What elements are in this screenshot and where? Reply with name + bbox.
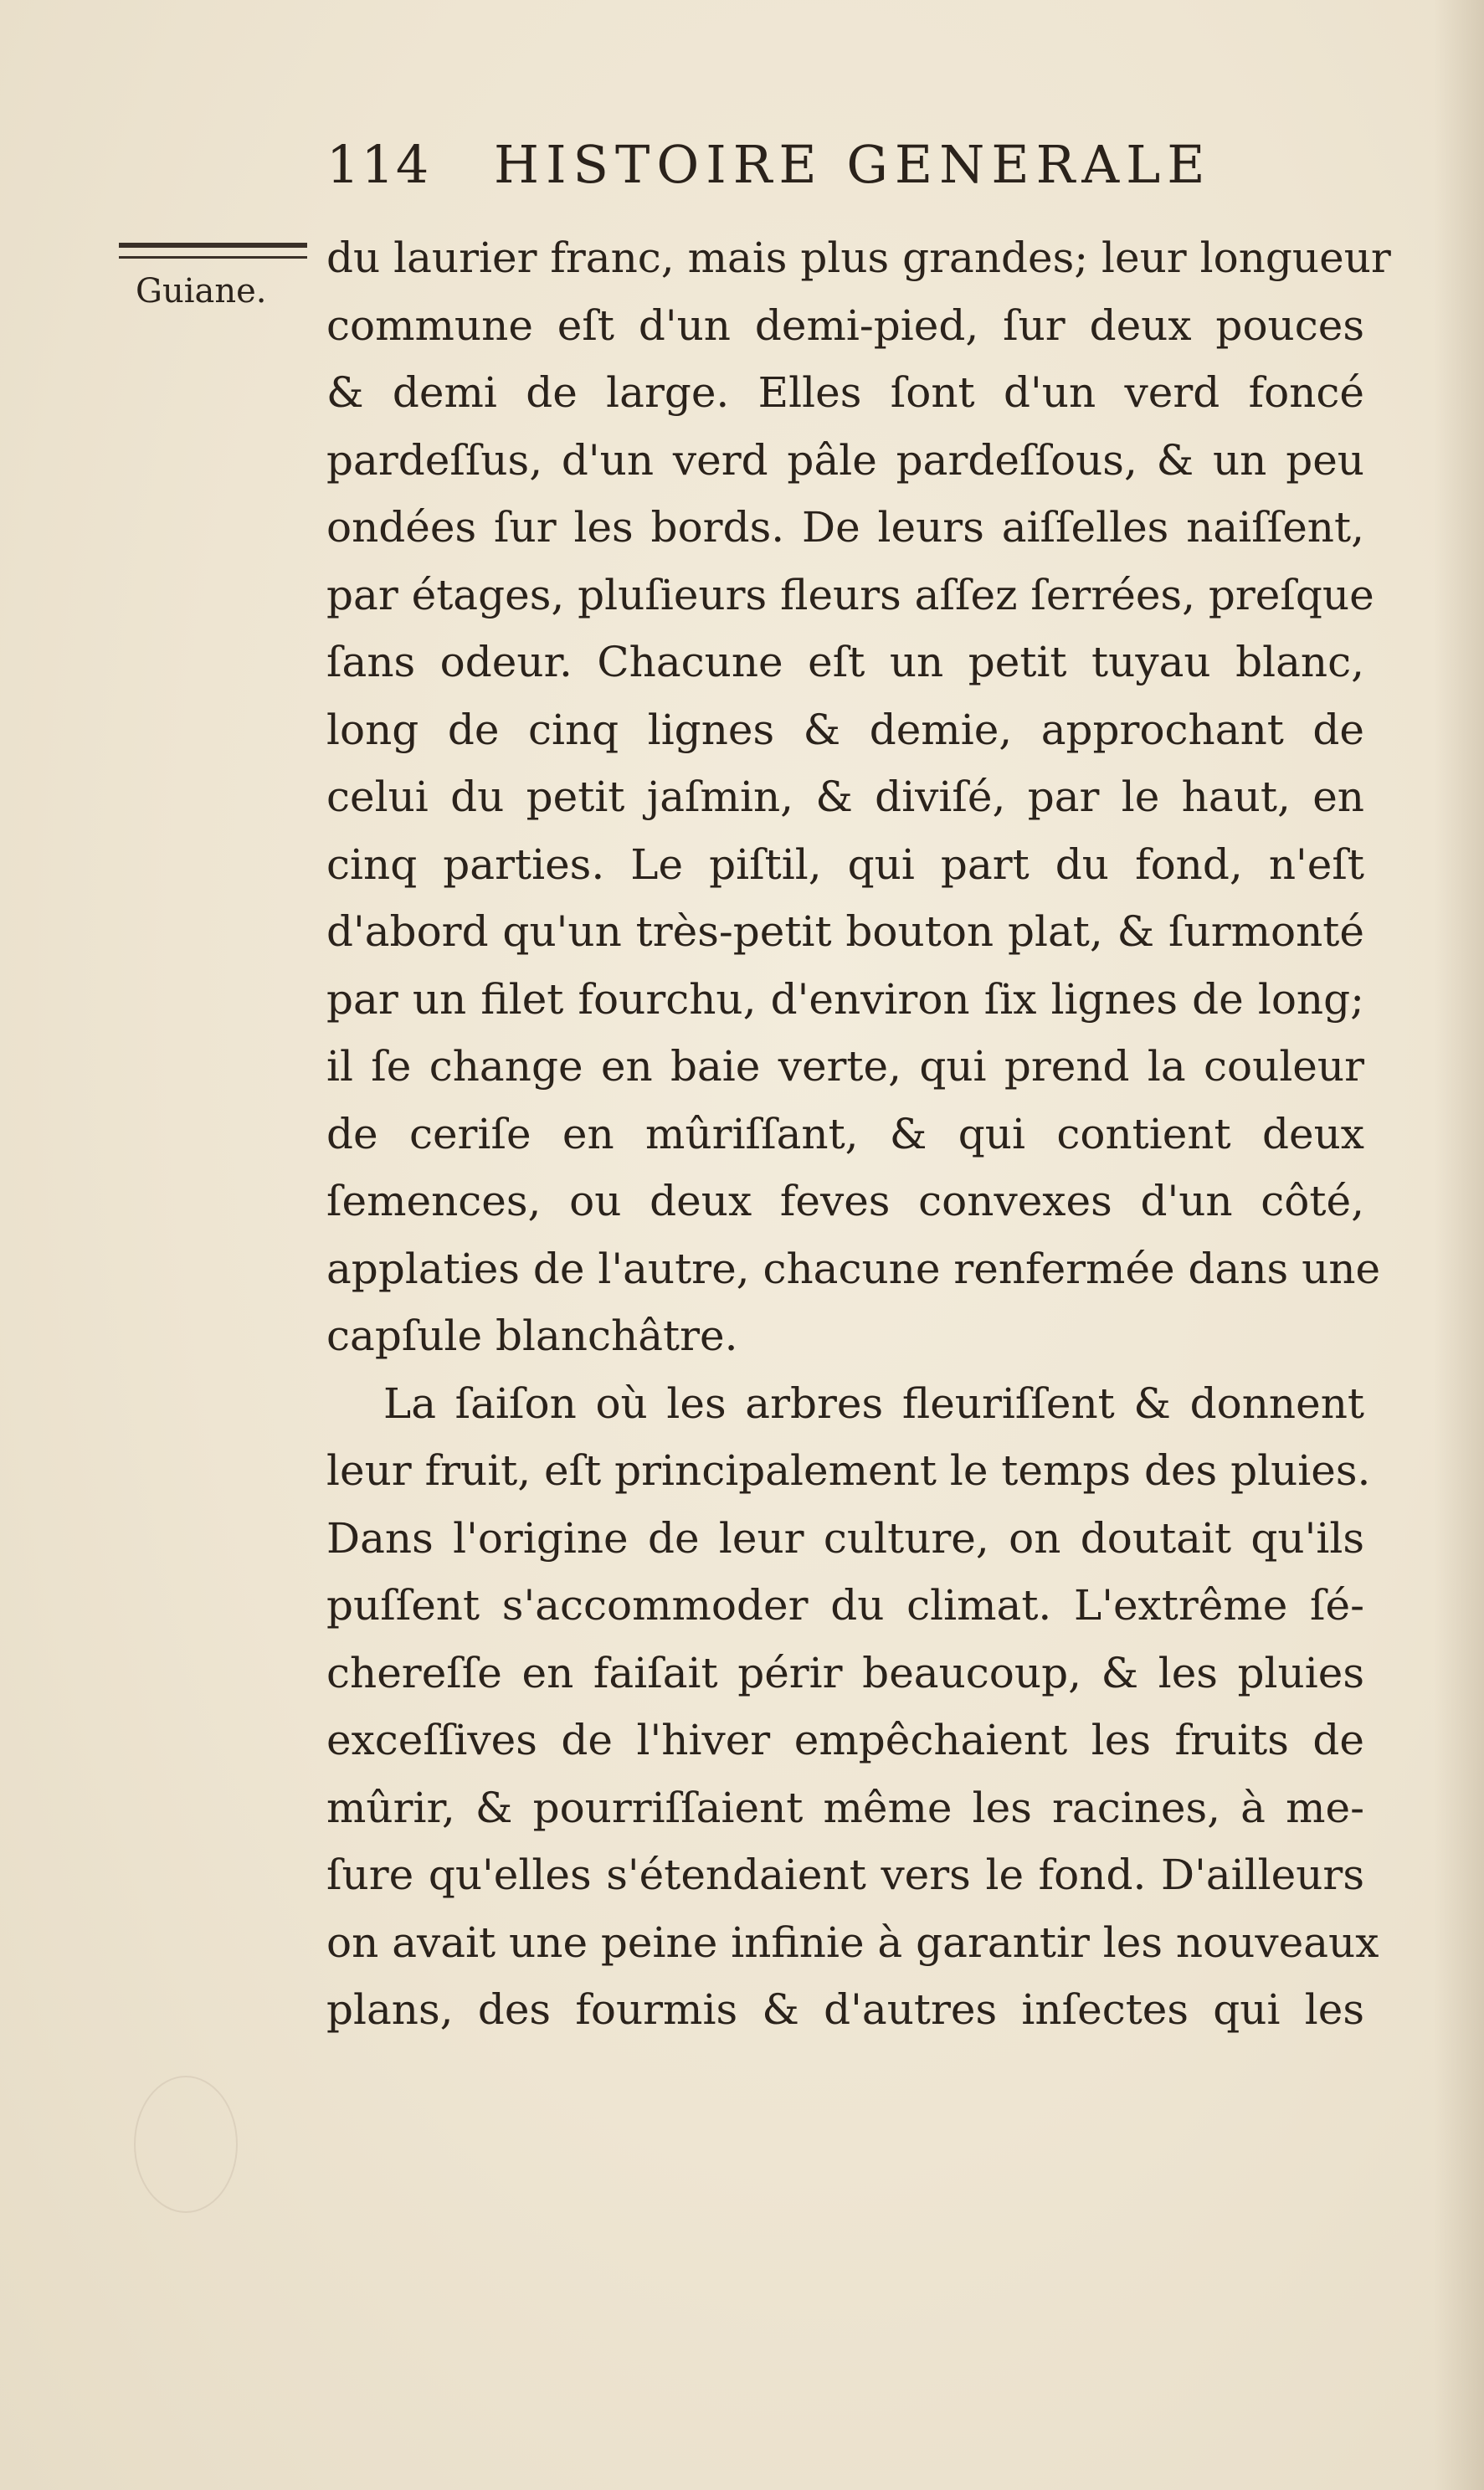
text-line: commune eſt d'un demi-pied, ſur deux pouces — [326, 300, 1364, 350]
text-line: long de cinq lignes & demie, approchant de — [326, 705, 1364, 754]
margin-rule — [119, 243, 307, 259]
text-line: mûrir, & pourriſſaient même les racines, à me- — [326, 1783, 1364, 1832]
text-line: de ceriſe en mûriſſant, & qui contient deux — [326, 1109, 1364, 1158]
text-line: chereſſe en faiſait périr beaucoup, & les pluies — [326, 1648, 1364, 1697]
running-head: HISTOIRE GENERALE — [494, 134, 1212, 195]
text-line: ſure qu'elles s'étendaient vers le fond. D'ailleurs — [326, 1851, 1364, 1899]
page-header — [326, 134, 1348, 201]
paragraph-end-line: capſule blanchâtre. — [326, 1312, 738, 1360]
text-line: du laurier franc, mais plus grandes; leur longueur — [326, 234, 1391, 282]
text-line: par étages, pluſieurs fleurs aſſez ſerrées, preſque — [326, 570, 1374, 619]
text-line: d'abord qu'un très-petit bouton plat, & ſurmonté — [326, 907, 1364, 956]
text-line: leur fruit, eſt principalement le temps des pluies. — [326, 1446, 1371, 1495]
text-line: il ſe change en baie verte, qui prend la couleur — [326, 1042, 1364, 1091]
text-line: & demi de large. Elles ſont d'un verd foncé — [326, 368, 1364, 417]
text-line: celui du petit jaſmin, & diviſé, par le haut, en — [326, 773, 1364, 821]
text-line: ſemences, ou deux feves convexes d'un côté, — [326, 1177, 1364, 1225]
text-line: puſſent s'accommoder du climat. L'extrême ſé- — [326, 1581, 1364, 1630]
text-line: applaties de l'autre, chacune renfermée dans une — [326, 1244, 1381, 1293]
text-line: plans, des fourmis & d'autres inſectes qui les — [326, 1985, 1364, 2034]
text-line: cinq parties. Le piſtil, qui part du fond, n'eſt — [326, 839, 1364, 889]
paragraph-start-line: La ſaiſon où les arbres fleuriſſent & donnent — [383, 1378, 1364, 1428]
text-line: ſans odeur. Chacune eſt un petit tuyau blanc, — [326, 638, 1364, 686]
text-line: par un filet fourchu, d'environ ſix lignes de long; — [326, 974, 1364, 1024]
page-number: 114 — [326, 134, 431, 195]
page-edge-shadow — [1434, 0, 1484, 2490]
paper-smudge — [134, 2076, 238, 2213]
body-text — [326, 224, 1391, 2044]
text-line: exceſſives de l'hiver empêchaient les fruits de — [326, 1716, 1364, 1764]
text-line: ondées ſur les bords. De leurs aiſſelles naiſſent, — [326, 503, 1364, 552]
text-line: Dans l'origine de leur culture, on doutait qu'ils — [326, 1513, 1364, 1563]
text-line: pardeſſus, d'un verd pâle pardeſſous, & un peu — [326, 435, 1364, 485]
text-line: on avait une peine infinie à garantir les nouveaux — [326, 1918, 1379, 1967]
margin-note: Guiane. — [136, 272, 267, 311]
